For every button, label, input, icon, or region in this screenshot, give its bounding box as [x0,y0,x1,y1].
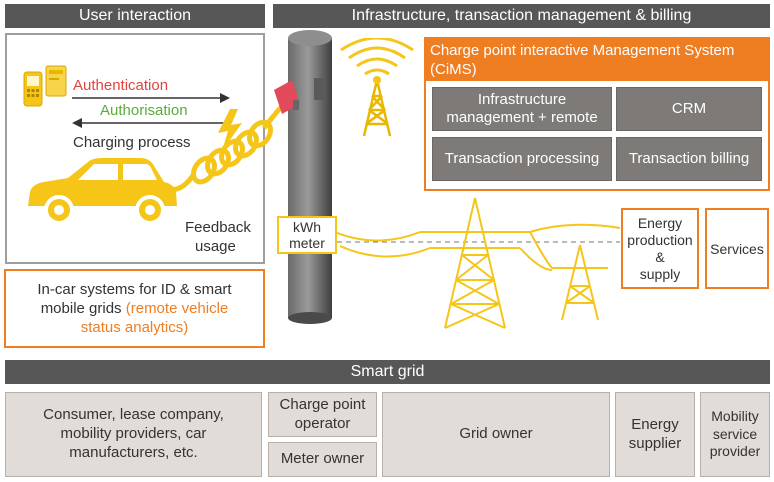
in-car-line2: mobile grids [40,300,122,317]
consumer-label: Consumer, lease company, mobility providers, car manufacturers, etc. [43,406,224,461]
cims-cell-transaction-processing: Transaction processing [432,137,612,181]
meter-label: meter [289,235,325,251]
power-pylon-icon [330,190,630,335]
feedback-label-line1: Feedback [185,219,251,236]
feedback-label-line2: usage [195,238,236,255]
kwh-label: kWh [293,219,321,235]
user-interaction-header [5,4,265,28]
charge-point-operator-box [268,392,377,437]
energy-line-4: supply [639,265,681,282]
mobility-service-provider-label: Mobility service provider [709,408,761,460]
authorisation-label: Authorisation [100,102,188,119]
services-box [705,208,769,289]
smart-grid-title: Smart grid [350,363,425,380]
charge-point-operator-label: Charge point operator [279,395,366,432]
cims-title: Charge point interactive Management System (CiMS) [426,39,768,81]
cims-cell-transaction-billing: Transaction billing [616,137,762,181]
grid-owner-box [382,392,610,477]
services-label: Services [710,240,764,257]
in-car-highlight2: status analytics) [80,319,189,336]
energy-supplier-label: Energy supplier [628,415,682,452]
kwh-meter-box [277,216,337,254]
feedback-usage-label [185,218,251,256]
cims-cell-infrastructure-management: Infrastructure management + remote [432,87,612,131]
grid-owner-label: Grid owner [459,425,533,443]
user-interaction-title: User interaction [78,7,192,24]
energy-production-box [621,208,699,289]
in-car-line1: In-car systems for ID & smart [37,281,232,298]
cims-panel [424,37,770,191]
meter-owner-box [268,442,377,477]
charging-process-label: Charging process [73,134,191,151]
in-car-highlight1: (remote vehicle [125,300,229,317]
mobility-service-provider-box [700,392,770,477]
energy-line-2: production [627,231,693,248]
energy-line-3: & [655,248,665,265]
card-icon [44,64,70,104]
car-icon [22,150,182,228]
cims-cell-crm: CRM [616,87,762,131]
consumer-box [5,392,262,477]
meter-owner-label: Meter owner [280,450,365,468]
energy-line-1: Energy [637,214,683,231]
energy-supplier-box [615,392,695,477]
in-car-systems-box [4,269,265,348]
infrastructure-header [273,4,770,28]
signal-tower-icon [332,38,422,138]
infrastructure-title: Infrastructure, transaction management & billing [351,7,692,24]
authentication-label: Authentication [73,77,169,94]
smart-grid-header [5,360,770,384]
